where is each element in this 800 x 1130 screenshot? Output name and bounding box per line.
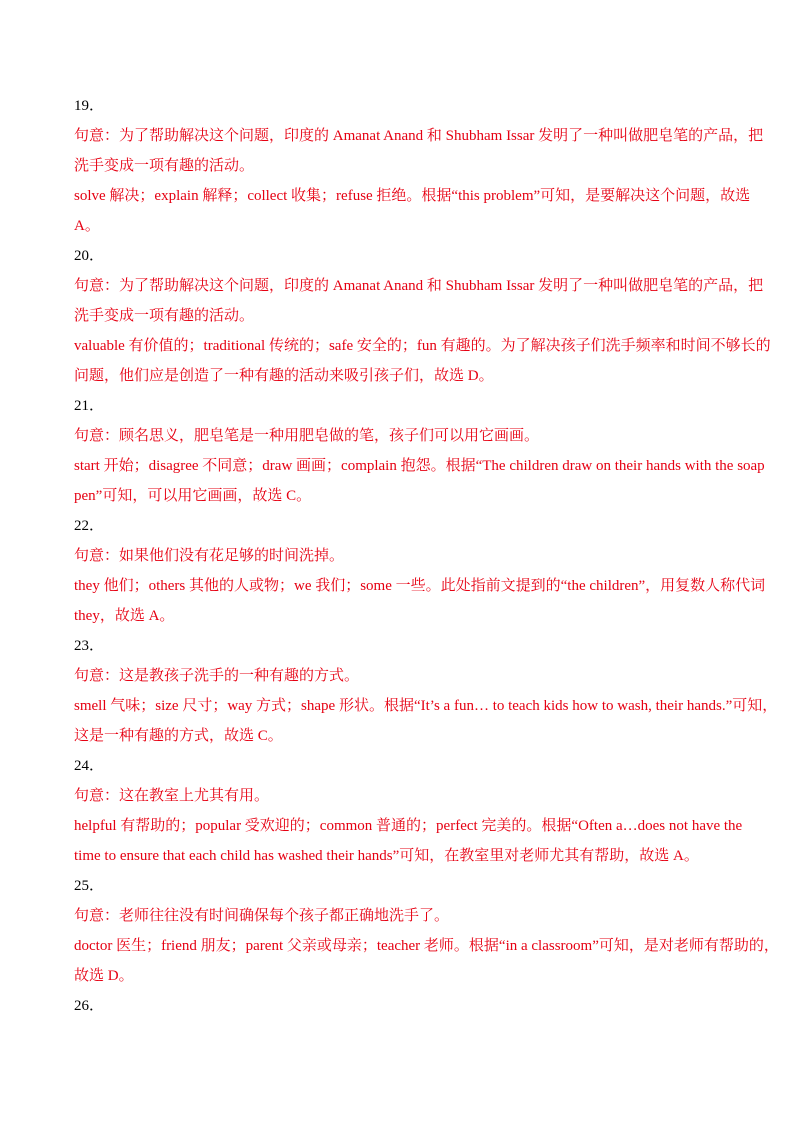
item-number: 22． — [74, 518, 105, 534]
item-explanation-cont: they，故选 A。 — [74, 608, 175, 624]
item-number: 25． — [74, 878, 105, 894]
item-number: 19． — [74, 98, 105, 114]
item-explanation-cont: pen”可知，可以用它画画，故选 C。 — [74, 488, 312, 504]
item-explanation: they 他们；others 其他的人或物；we 我们；some 一些。此处指前文提到的“the children”，用复数人称代词 — [74, 578, 766, 594]
item-meaning: 句意：如果他们没有花足够的时间洗掉。 — [74, 548, 345, 564]
item-explanation-cont: A。 — [74, 218, 100, 234]
item-meaning-cont: 洗手变成一项有趣的活动。 — [74, 158, 255, 174]
item-number: 26． — [74, 998, 105, 1014]
item-explanation: start 开始；disagree 不同意；draw 画画；complain 抱怨。根据“The children draw on their hands with the soap — [74, 458, 765, 474]
item-explanation: doctor 医生；friend 朋友；parent 父亲或母亲；teacher 老师。根据“in a classroom”可知，是对老师有帮助的， — [74, 938, 779, 954]
item-explanation-cont: 这是一种有趣的方式，故选 C。 — [74, 728, 283, 744]
item-number: 23． — [74, 638, 105, 654]
item-meaning-cont: 洗手变成一项有趣的活动。 — [74, 308, 255, 324]
item-explanation-cont: 问题，他们应是创造了一种有趣的活动来吸引孩子们，故选 D。 — [74, 368, 494, 384]
item-meaning: 句意：这在教室上尤其有用。 — [74, 788, 270, 804]
item-meaning: 句意：为了帮助解决这个问题，印度的 Amanat Anand 和 Shubham Issar 发明了一种叫做肥皂笔的产品，把 — [74, 128, 764, 144]
item-explanation: helpful 有帮助的；popular 受欢迎的；common 普通的；perfect 完美的。根据“Often a…does not have the — [74, 818, 743, 834]
item-number: 20． — [74, 248, 105, 264]
item-meaning: 句意：为了帮助解决这个问题，印度的 Amanat Anand 和 Shubham Issar 发明了一种叫做肥皂笔的产品，把 — [74, 278, 764, 294]
item-explanation: solve 解决；explain 解释；collect 收集；refuse 拒绝。根据“this problem”可知，是要解决这个问题，故选 — [74, 188, 751, 204]
item-explanation-cont: 故选 D。 — [74, 968, 134, 984]
item-number: 24． — [74, 758, 105, 774]
item-meaning: 句意：顾名思义，肥皂笔是一种用肥皂做的笔，孩子们可以用它画画。 — [74, 428, 540, 444]
item-explanation-cont: time to ensure that each child has washed their hands”可知，在教室里对老师尤其有帮助，故选 A。 — [74, 848, 699, 864]
item-meaning: 句意：这是教孩子洗手的一种有趣的方式。 — [74, 668, 360, 684]
item-explanation: valuable 有价值的；traditional 传统的；safe 安全的；fun 有趣的。为了解决孩子们洗手频率和时间不够长的 — [74, 338, 771, 354]
item-explanation: smell 气味；size 尺寸；way 方式；shape 形状。根据“It’s a fun… to teach kids how to wash, their hands.”可知， — [74, 698, 778, 714]
item-meaning: 句意：老师往往没有时间确保每个孩子都正确地洗手了。 — [74, 908, 450, 924]
item-number: 21． — [74, 398, 105, 414]
